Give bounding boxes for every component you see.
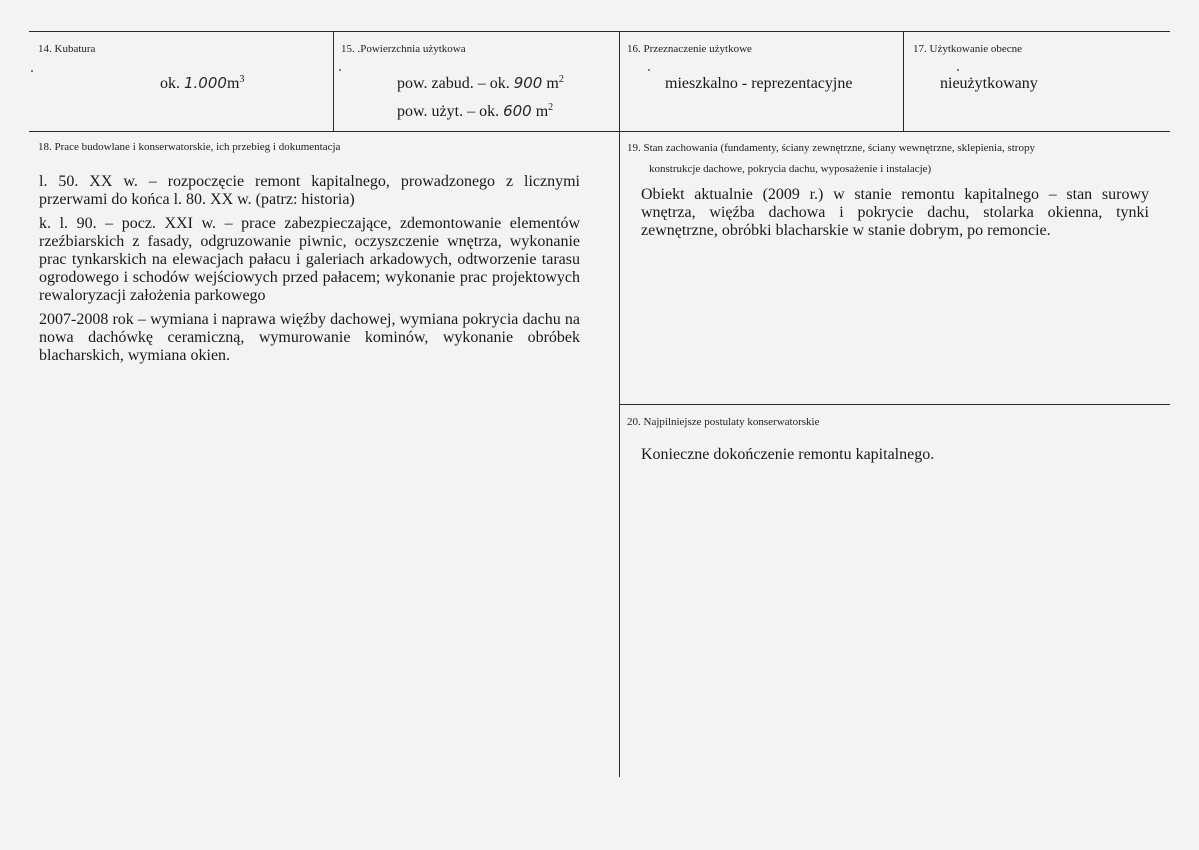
postulaty-label: 20. Najpilniejsze postulaty konserwatorskie: [627, 416, 820, 428]
uzytkowanie-label: 17. Użytkowanie obecne: [913, 43, 1023, 55]
section19-bottom-border: [620, 404, 1170, 405]
kubatura-unit: m: [226, 75, 240, 92]
prace-label: 18. Prace budowlane i konserwatorskie, ich przebieg i dokumentacja: [38, 141, 341, 153]
powierzchnia-label: 15. .Powierzchnia użytkowa: [341, 43, 466, 55]
scan-dot: [339, 69, 341, 71]
zabud-text: pow. zabud. – ok.: [397, 75, 510, 92]
zabud-unit-exp: 2: [558, 74, 564, 85]
divider-14-15: [333, 31, 334, 131]
prace-text: [39, 173, 580, 371]
powierzchnia-uzyt: [397, 102, 553, 121]
prace-paragraph-1: l. 50. XX w. – rozpoczęcie remont kapitalnego, prowadzonego z licznymi przerwami do końca l. 80. XX w. (patrz: historia): [39, 173, 580, 208]
kubatura-value: [160, 74, 244, 93]
stan-label-line1: 19. Stan zachowania (fundamenty, ściany zewnętrzne, ściany wewnętrzne, sklepienia, stropy: [627, 142, 1035, 154]
top-border: [29, 31, 1170, 32]
uzyt-unit: m: [535, 103, 549, 120]
przeznaczenie-label: 16. Przeznaczenie użytkowe: [627, 43, 752, 55]
uzytkowanie-value: nieużytkowany: [940, 75, 1038, 92]
kubatura-prefix: ok.: [160, 75, 180, 92]
scan-dot: [31, 70, 33, 72]
row1-bottom-border: [29, 131, 1170, 132]
main-divider: [619, 31, 620, 777]
divider-16-17: [903, 31, 904, 131]
uzyt-handwritten: 600: [503, 102, 532, 120]
powierzchnia-zabud: [397, 74, 564, 93]
stan-text: Obiekt aktualnie (2009 r.) w stanie remontu kapitalnego – stan surowy wnętrza, więźba dachowa i pokrycie dachu, stolarka okienna, tynki zewnętrzne, obróbki blacharskie w stanie dobrym, po remoncie.: [641, 186, 1149, 239]
zabud-unit: m: [546, 75, 559, 92]
scan-dot: [957, 69, 959, 71]
uzyt-text: pow. użyt. – ok.: [397, 103, 500, 120]
kubatura-handwritten: 1.000: [184, 74, 227, 92]
prace-paragraph-3: 2007-2008 rok – wymiana i naprawa więźby dachowej, wymiana pokrycia dachu na nowa dachówkę ceramiczną, wymurowanie kominów, wykonanie obróbek blacharskich, wymiana okien.: [39, 311, 580, 364]
kubatura-unit-exp: 3: [239, 74, 245, 85]
postulaty-text: Konieczne dokończenie remontu kapitalnego.: [641, 446, 935, 463]
scan-dot: [648, 69, 650, 71]
prace-paragraph-2: k. l. 90. – pocz. XXI w. – prace zabezpieczające, zdemontowanie elementów rzeźbiarskich z fasady, odgruzowanie piwnic, oczyszczenie wnętrza, wykonanie prac tynkarskich na elewacjach pałacu i galeriach arkadowych, odtworzenie tarasu ogrodowego i schodów wejściowych przed pałacem; wykonanie prac projektowych rewaloryzacji założenia parkowego: [39, 215, 580, 304]
stan-label-line2: konstrukcje dachowe, pokrycia dachu, wyposażenie i instalacje): [649, 163, 932, 175]
kubatura-label: 14. Kubatura: [38, 43, 96, 55]
uzyt-unit-exp: 2: [548, 102, 554, 113]
przeznaczenie-value: mieszkalno - reprezentacyjne: [665, 75, 853, 92]
zabud-handwritten: 900: [513, 74, 543, 92]
